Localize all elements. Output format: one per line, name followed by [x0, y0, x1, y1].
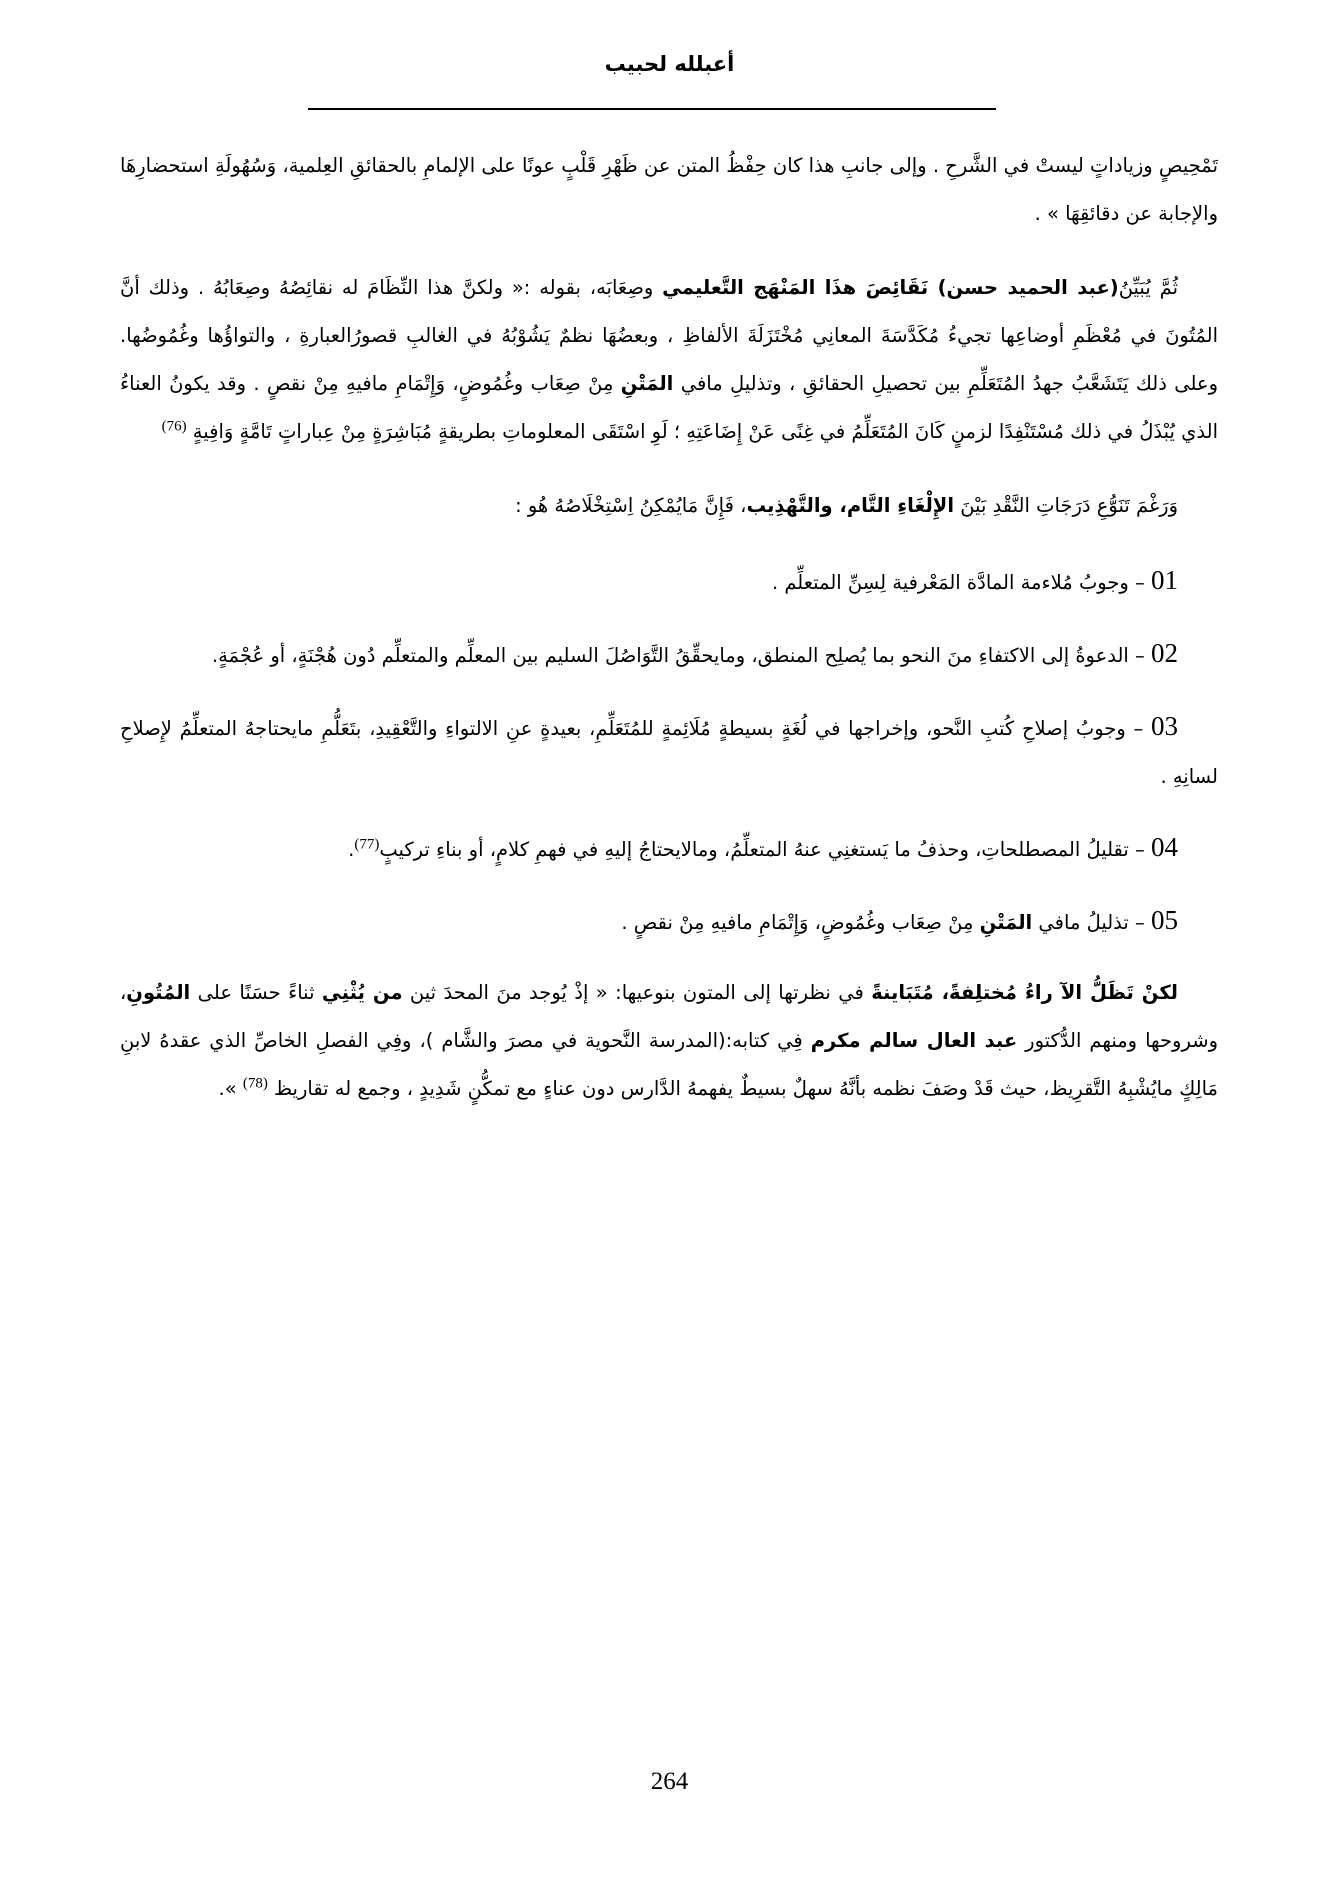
list-item-03-number: 03 [1151, 711, 1178, 741]
paragraph-2-bold-b: المَتْنِ [620, 372, 674, 395]
paragraph-4-bold-d: عبد العال سالم مكرم [810, 1029, 1018, 1052]
paragraph-4-bold-b: من يُثْنِي [321, 981, 403, 1004]
paragraph-4-text-a: في نظرتها إلى المتون بنوعيها: « إذْ يُوجد منَ المحدَ ثين [402, 981, 872, 1004]
list-item-05 [120, 896, 1218, 947]
paragraph-4-text-c: ، وشروحها ومنهم الدُّكتور [120, 981, 1218, 1052]
paragraph-4-bold-c: المُتُونِ [126, 981, 191, 1004]
paragraph-2-text-b: وصِعَابَه، بقوله :« ولكنَّ هذا النِّظَامَ له نقائِصُهُ وصِعَابُهُ . وذلك أنَّ المُتُونَ في مُعْظَمِ أوضاعِها تجيءُ مُكَدَّسَةَ المعانِي مُخْتَزَلَةَ الألفاظِ ، وبعضُهَا نظمٌ يَشُوْبُهُ في الغالبِ قصورُالعبارةِ ، والتواؤُها وغُمُوضُها. وعلى ذلك يَتَشَعَّبُ جهدُ المُتَعَلِّمِ بين تحصيلِ الحقائقِ ، وتذليلِ مافي [120, 276, 1218, 395]
paragraph-2-bold-a: (عبد الحميد حسن) نَقَائِصَ هذَا المَنْهَج التَّعليمي [662, 276, 1119, 299]
paragraph-2-text-c: مِنْ صِعَاب وغُمُوضٍ، وَإِتْمَامِ مافيهِ مِنْ نقصٍ . وقد يكونُ العناءُ الذي يُبْذَلُ في ذلك مُسْتَنْفِدًا لزمنٍ كَانَ المُتَعَلِّمُ في غِنًى عَنْ إِضَاعَتِهِ ؛ لَوِ اسْتَقَى المعلوماتِ بطريقةٍ مُبَاشِرَةٍ مِنْ عِباراتٍ تَامَّةٍ وَافِيةٍ [120, 372, 1218, 443]
paragraph-1-text: تَمْحِيصٍ وزياداتٍ ليستْ في الشَّرحِ . وإلى جانبِ هذا كان حِفْظُ المتن عن ظَهْرِ قَلْبٍ عونًا على الإلمامِ بالحقائقِ العِلمية، وَسُهُولَةِ استحضارِهَا والإجابة عن دقائقِهَا » . [120, 154, 1218, 225]
list-item-02-text: – الدعوةُ إلى الاكتفاءِ منَ النحو بما يُصلِح المنطق، ومايحقِّقُ التَّوَاصُلَ السليم بين المعلِّم والمتعلِّم دُون هُجْنَةٍ، أو عُجْمَةٍ. [211, 644, 1151, 667]
paragraph-4-text-b: ثناءً حسَنًا على [190, 981, 322, 1004]
list-item-03 [120, 702, 1218, 801]
list-item-04-tail: . [348, 838, 355, 861]
paragraph-3-text-b: ، فَإِنَّ مَايُمْكِنُ اِسْتِخْلَاصُهُ هُو : [515, 494, 747, 517]
paragraph-4-tail: ». [218, 1077, 243, 1100]
footnote-ref-78: (78) [242, 1075, 268, 1092]
paragraph-4 [120, 969, 1218, 1113]
list-item-04-text: – تقليلُ المصطلحاتِ، وحذفُ ما يَستغنِي عنهُ المتعلِّمُ، ومالايحتاجُ إليهِ في فهمِ كلامٍ، أو بناءِ تركيبٍ [379, 838, 1151, 861]
paragraph-3-text-a: وَرَغْمَ تَنَوُّعِ دَرَجَاتِ النَّقْدِ بَيْنَ [954, 494, 1178, 517]
list-item-05-bold: المَتْنِ [979, 911, 1033, 934]
paragraph-3 [120, 482, 1218, 530]
running-header: أعبلله لحبيب [604, 52, 735, 76]
list-item-02-number: 02 [1151, 638, 1178, 668]
list-item-02 [120, 629, 1218, 680]
paragraph-4-bold-a: لكنْ تَظَلُّ الآ راءُ مُختلِفةً، مُتَبَاينةً [871, 981, 1178, 1004]
paragraph-2 [120, 264, 1218, 456]
paragraph-2-text-a: ثُمَّ يُبَيِّنُ [1118, 276, 1178, 299]
paragraph-4-text-d: فِي كتابه:(المدرسة النَّحوية في مصرَ والشَّام )، وفِي الفصلِ الخاصِّ الذي عقدهُ لابنِ مَالِكٍ مايُشْبِهُ التَّقرِيظ، حيث قَدْ وصَفَ نظمه بأنَّهُ سهلٌ بسيطٌ يفهمهُ الدَّارس دون عناءٍ مع تمكُّنٍ شَدِيدٍ ، وجمع له تقاريظ [120, 1029, 1218, 1100]
list-item-05-text-b: مِنْ صِعَاب وغُمُوضٍ، وَإِتْمَامِ مافيهِ مِنْ نقصٍ . [621, 911, 980, 934]
list-item-01-text: – وجوبُ مُلاءمة المادَّة المَعْرفية لِسِنِّ المتعلِّم . [771, 571, 1151, 594]
paragraph-3-bold: الإِلْغَاءِ التَّام، والتَّهْذِيب [746, 494, 955, 517]
footnote-ref-76: (76) [161, 418, 187, 435]
list-item-03-text: – وجوبُ إصلاحِ كُتبِ النَّحو، وإخراجها في لُغَةٍ بسيطةٍ مُلَائِمةٍ للمُتَعَلِّمِ، بعيدةٍ عنِ الالتواءِ والتَّعْقِيدِ، بتَعَلُّمِ مايحتاجهُ المتعلِّمُ لإِصلاحِ لسانِهِ . [120, 717, 1218, 788]
list-item-04-number: 04 [1151, 832, 1178, 862]
footnote-ref-77: (77) [354, 836, 380, 853]
main-text [120, 142, 1218, 1139]
list-item-05-number: 05 [1151, 905, 1178, 935]
list-item-05-text-a: – تذليلُ مافي [1032, 911, 1151, 934]
header-divider [308, 108, 996, 110]
paragraph-1 [120, 142, 1218, 238]
list-item-01-number: 01 [1151, 565, 1178, 595]
page-number: 264 [650, 1768, 689, 1795]
list-item-01 [120, 556, 1218, 607]
list-item-04 [120, 823, 1218, 874]
